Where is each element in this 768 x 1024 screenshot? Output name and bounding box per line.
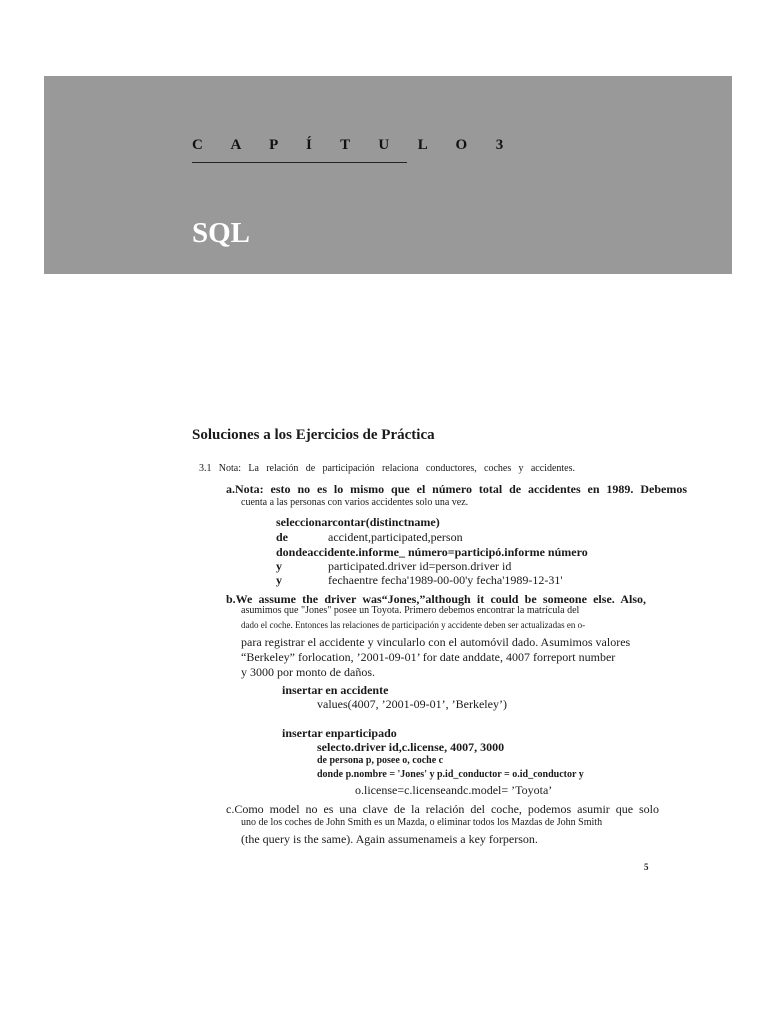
code-a-where: dondeaccidente.informe_ número=participó.informe número: [276, 545, 588, 559]
part-a-line-1: a.Nota: esto no es lo mismo que el número total de accidentes en 1989. Debemos: [226, 482, 687, 496]
part-c-line-1: c.Como model no es una clave de la relación del coche, podemos asumir que solo: [226, 802, 659, 816]
code-a-and-1-val: participated.driver id=person.driver id: [328, 559, 512, 573]
code-a-select: seleccionarcontar(distinctname): [276, 515, 440, 529]
chapter-title: SQL: [192, 217, 251, 249]
chapter-underline: [192, 162, 407, 163]
chapter-banner: [44, 76, 732, 274]
code-b-and: o.license=c.licenseandc.model= ’Toyota’: [355, 783, 553, 797]
part-a-line-2: cuenta a las personas con varios accidentes solo una vez.: [241, 497, 469, 508]
exercise-intro: 3.1 Nota: La relación de participación relaciona conductores, coches y accidentes.: [199, 463, 575, 474]
code-b-select: selecto.driver id,c.license, 4007, 3000: [317, 740, 505, 754]
part-b-line-5: “Berkeley” forlocation, ’2001-09-01’ for date anddate, 4007 forreport number: [241, 650, 616, 664]
part-c-line-2: uno de los coches de John Smith es un Mazda, o eliminar todos los Mazdas de John Smith: [241, 817, 603, 828]
code-b-from: de persona p, posee o, coche c: [317, 755, 444, 766]
chapter-label: C A P Í T U L O 3: [192, 137, 516, 153]
code-b-where: donde p.nombre = 'Jones' y p.id_conductor = o.id_conductor y: [317, 769, 584, 780]
code-b-insert-accident: insertar en accidente: [282, 683, 389, 697]
code-b-values: values(4007, ’2001-09-01’, ’Berkeley’): [317, 697, 507, 711]
part-b-line-4: para registrar el accidente y vincularlo con el automóvil dado. Asumimos valores: [241, 635, 631, 649]
code-a-and-2-kw: y: [276, 573, 282, 587]
code-a-and-2-val: fechaentre fecha'1989-00-00'y fecha'1989-12-31': [328, 573, 563, 587]
part-b-line-6: y 3000 por monto de daños.: [241, 665, 375, 679]
part-b-line-2: asumimos que "Jones" posee un Toyota. Primero debemos encontrar la matrícula del: [241, 605, 580, 616]
part-b-line-1: b.We assume the driver was“Jones,”although it could be someone else. Also,: [226, 592, 646, 606]
code-a-and-1-kw: y: [276, 559, 282, 573]
page-number: 5: [644, 862, 649, 872]
part-b-line-3: dado el coche. Entonces las relaciones de participación y accidente deben ser actualizadas en o-: [241, 620, 586, 630]
section-heading: Soluciones a los Ejercicios de Práctica: [192, 427, 435, 443]
code-a-from-val: accident,participated,person: [328, 530, 463, 544]
part-c-line-3: (the query is the same). Again assumenameis a key forperson.: [241, 832, 538, 846]
code-b-insert-participated: insertar enparticipado: [282, 726, 397, 740]
code-a-from-kw: de: [276, 530, 288, 544]
